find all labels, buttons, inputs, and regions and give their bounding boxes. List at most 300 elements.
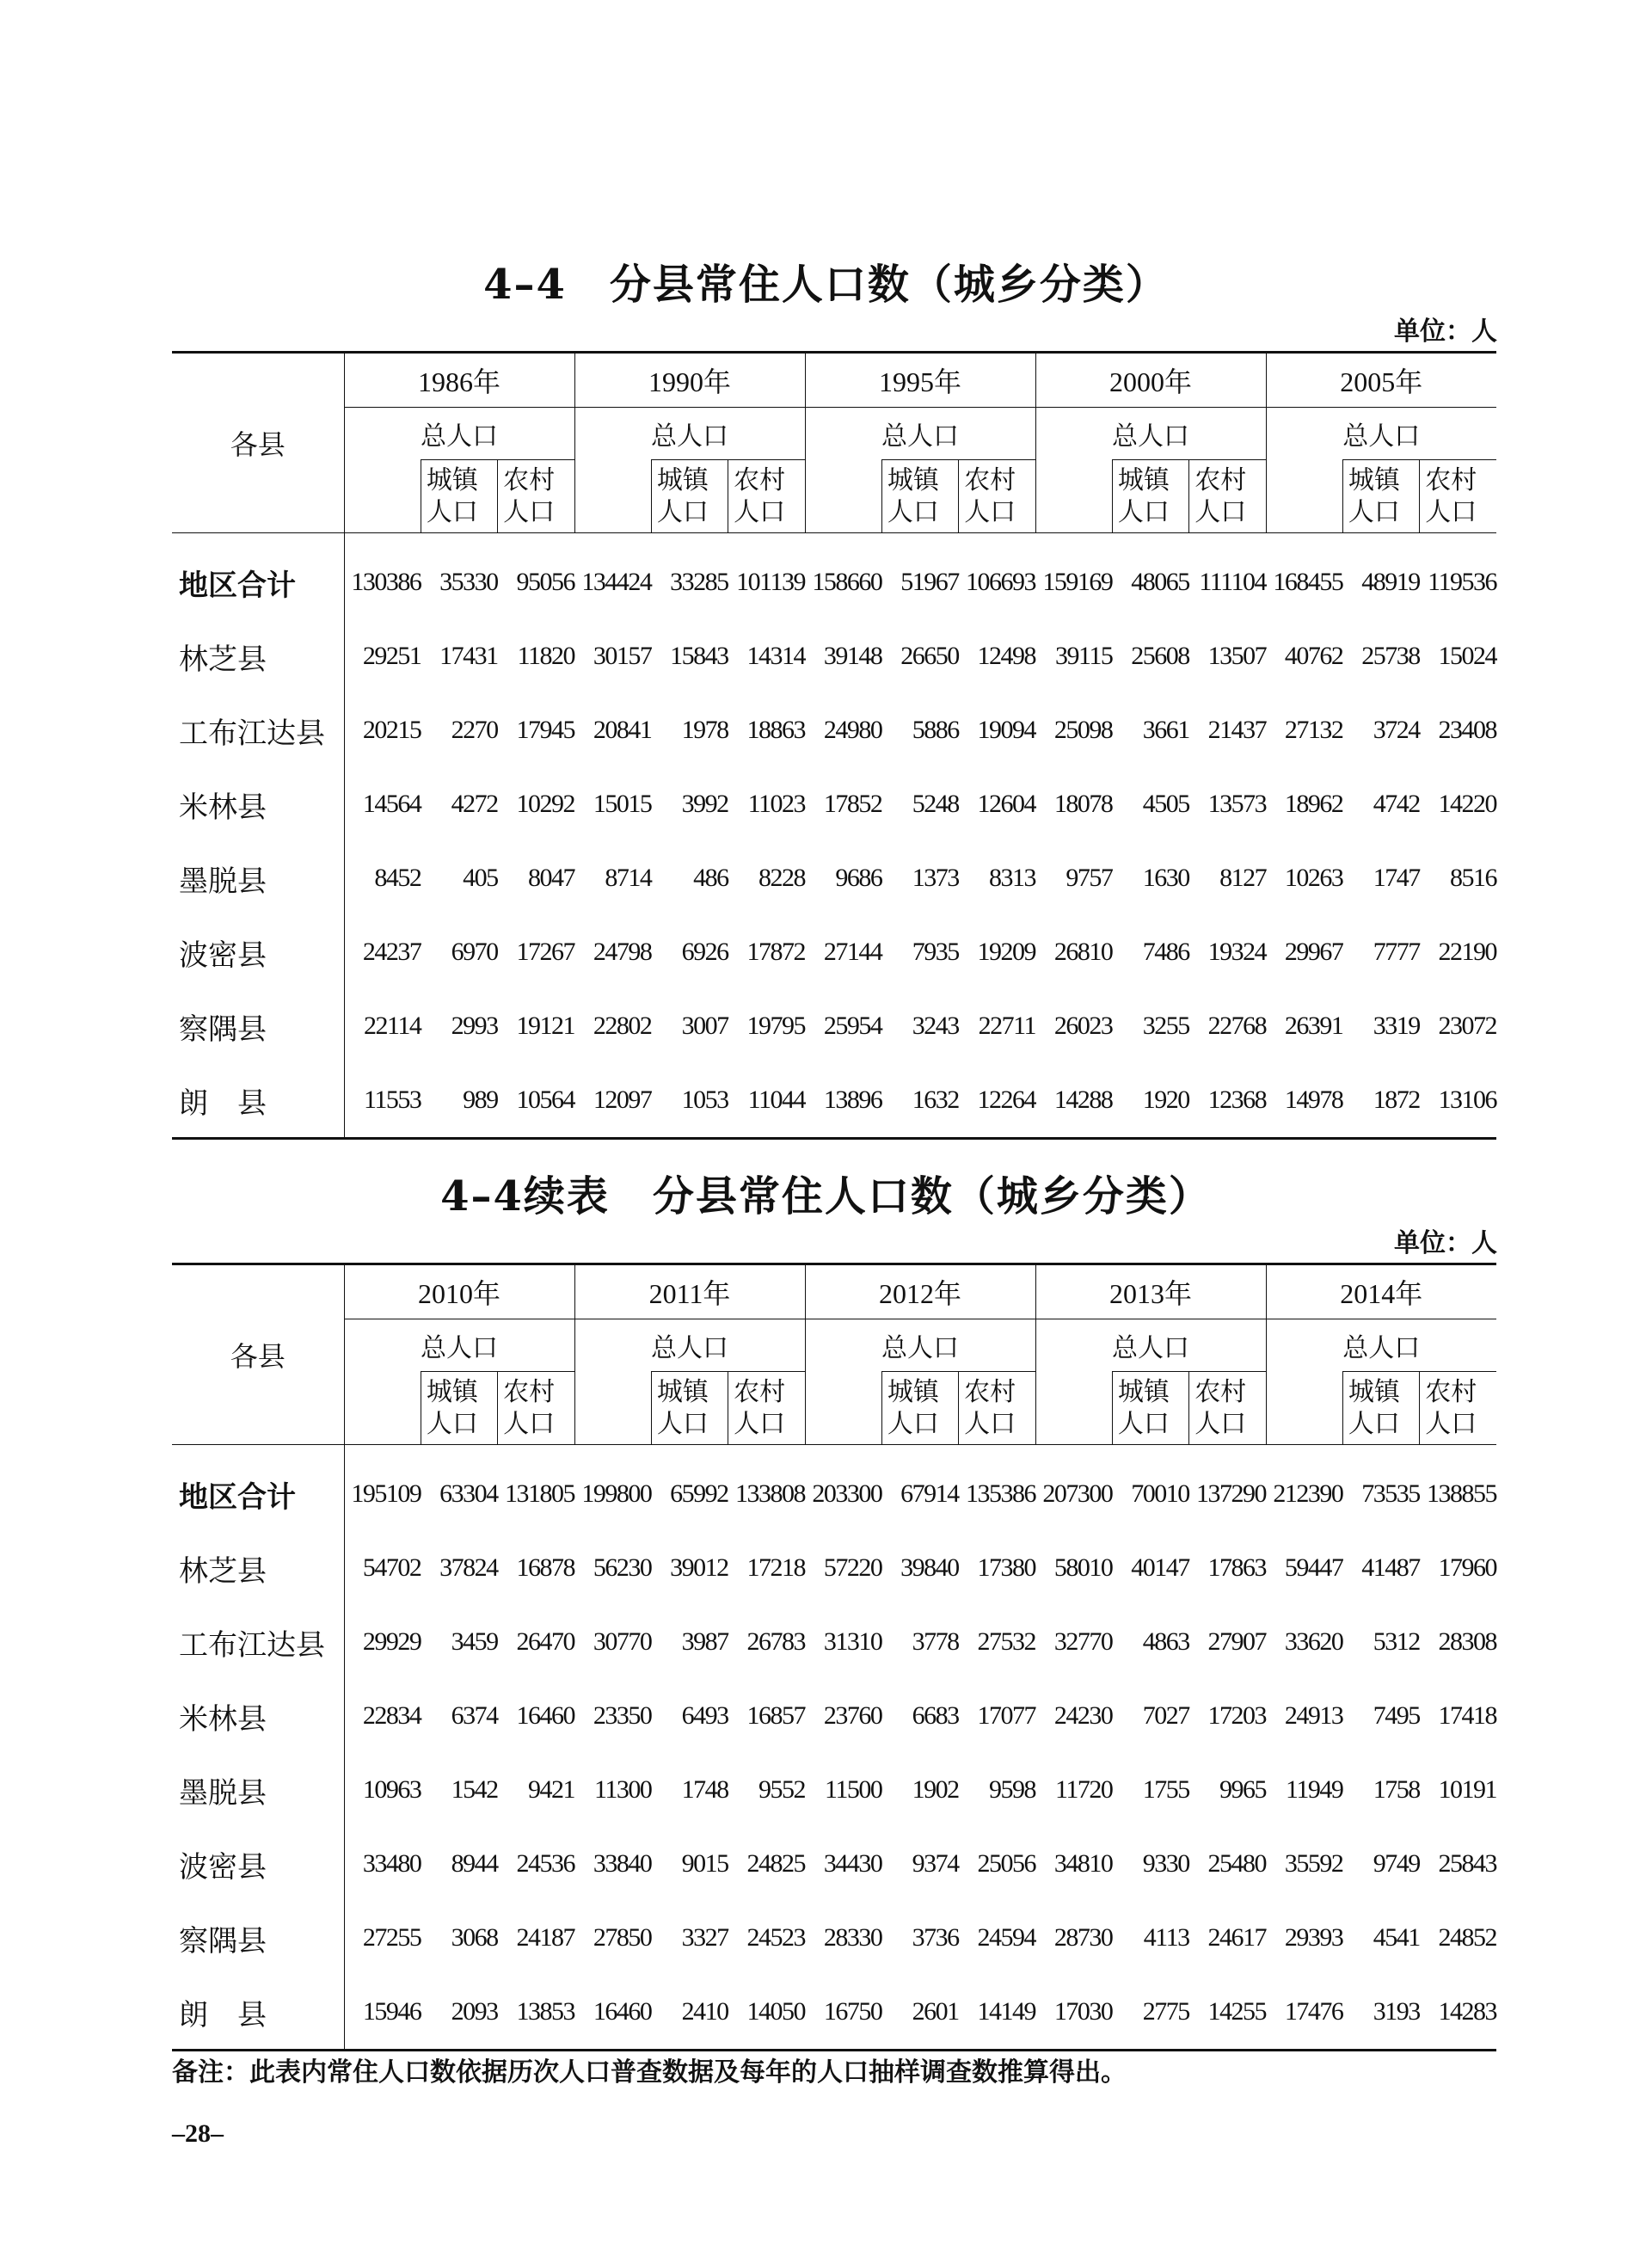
- table-row: [172, 1975, 1496, 2051]
- rural-label-line1: 农村: [964, 1378, 1016, 1406]
- total-population-header: 总人口: [344, 408, 574, 460]
- population-value: 15946: [344, 1975, 421, 2051]
- population-value: 9015: [681, 1849, 728, 1878]
- population-value: 27850: [593, 1923, 652, 1952]
- population-value: 130386: [351, 568, 421, 596]
- population-value: 39115: [1054, 642, 1113, 670]
- population-value: 1920: [1112, 1063, 1188, 1139]
- table-row: [172, 1605, 1496, 1679]
- population-value: 6493: [681, 1701, 728, 1730]
- population-value: 3255: [1142, 1012, 1189, 1040]
- population-value: 131805: [505, 1479, 575, 1508]
- population-value: 101139: [736, 568, 806, 596]
- urban-label-line2: 人口: [887, 1410, 939, 1438]
- population-value: 17960: [1438, 1553, 1497, 1582]
- table-row: [172, 1679, 1496, 1753]
- rural-label-line1: 农村: [1425, 466, 1477, 495]
- total-population-header: 总人口: [344, 1319, 574, 1372]
- population-value: 195109: [351, 1479, 421, 1508]
- population-value: 25608: [1131, 642, 1189, 670]
- total-population-header: 总人口: [574, 1319, 805, 1372]
- total-population-header: 总人口: [1035, 1319, 1266, 1372]
- population-value: 18078: [1053, 790, 1113, 818]
- rural-label-line1: 农村: [503, 1378, 556, 1406]
- population-value: 9598: [989, 1775, 1036, 1804]
- population-value: 13853: [498, 1975, 574, 2051]
- rural-label-line2: 人口: [503, 498, 556, 526]
- population-value: 138855: [1427, 1479, 1497, 1508]
- rural-label-line2: 人口: [964, 1410, 1016, 1438]
- population-value: 23760: [823, 1701, 882, 1730]
- population-value: 18962: [1284, 790, 1343, 818]
- rural-population-header: [959, 1372, 1035, 1445]
- population-value: 39148: [823, 642, 882, 670]
- county-name: 波密县: [172, 1827, 344, 1901]
- population-value: 8313: [989, 864, 1036, 892]
- total-population-header: 总人口: [1342, 422, 1421, 451]
- population-value: 33840: [593, 1849, 652, 1878]
- county-name: 察隅县: [172, 1901, 344, 1975]
- population-value: 135386: [966, 1479, 1036, 1508]
- population-value: 3068: [451, 1923, 498, 1952]
- population-value: 2093: [421, 1975, 497, 2051]
- population-value: 8714: [605, 864, 652, 892]
- county-name: 察隅县: [172, 989, 344, 1063]
- total-population-header: 总人口: [805, 408, 1035, 460]
- population-value: 207300: [1042, 1479, 1113, 1508]
- year-header: 2012年: [805, 1264, 1035, 1319]
- population-value: 3243: [912, 1012, 959, 1040]
- population-value: 1755: [1142, 1775, 1189, 1804]
- rural-label-line2: 人口: [734, 1410, 786, 1438]
- urban-label-line2: 人口: [656, 498, 709, 526]
- header-spacer: [344, 460, 421, 533]
- urban-label-line2: 人口: [887, 498, 939, 526]
- population-value: 2775: [1112, 1975, 1188, 2051]
- rural-population-header: [959, 460, 1035, 533]
- population-value: 11820: [517, 642, 575, 670]
- urban-label-line2: 人口: [1348, 1410, 1400, 1438]
- population-value: 12498: [977, 642, 1036, 670]
- population-value: 2410: [651, 1975, 728, 2051]
- population-value: 989: [421, 1063, 497, 1139]
- population-value: 15015: [593, 790, 652, 818]
- table2: [172, 1263, 1496, 2051]
- urban-label-line1: 城镇: [426, 1378, 478, 1406]
- population-value: 48065: [1131, 568, 1189, 596]
- population-value: 22768: [1207, 1012, 1267, 1040]
- population-value: 57220: [823, 1553, 882, 1582]
- population-value: 9552: [758, 1775, 806, 1804]
- population-value: 3319: [1373, 1012, 1420, 1040]
- population-value: 6374: [451, 1701, 498, 1730]
- county-name: 墨脱县: [172, 841, 344, 915]
- population-value: 10564: [498, 1063, 574, 1139]
- population-value: 11023: [747, 790, 806, 818]
- population-value: 30770: [593, 1627, 652, 1656]
- population-value: 3992: [681, 790, 728, 818]
- table-row: [172, 1531, 1496, 1605]
- rural-population-header: [728, 460, 805, 533]
- urban-label-line2: 人口: [1348, 498, 1400, 526]
- population-value: 19094: [977, 716, 1036, 744]
- population-value: 29251: [362, 642, 421, 670]
- population-value: 106693: [966, 568, 1036, 596]
- year-header: 2005年: [1266, 353, 1496, 408]
- population-value: 24617: [1207, 1923, 1267, 1952]
- population-value: 14283: [1420, 1975, 1496, 2051]
- header-spacer: [344, 1372, 421, 1445]
- population-value: 18863: [746, 716, 806, 744]
- table-row: [172, 1827, 1496, 1901]
- population-value: 32770: [1053, 1627, 1113, 1656]
- population-value: 25843: [1438, 1849, 1497, 1878]
- urban-population-header: [651, 1372, 728, 1445]
- population-value: 17218: [746, 1553, 806, 1582]
- population-value: 4742: [1373, 790, 1420, 818]
- population-value: 7495: [1373, 1701, 1420, 1730]
- population-value: 3736: [912, 1923, 959, 1952]
- population-value: 39840: [900, 1553, 959, 1582]
- population-value: 5886: [912, 716, 959, 744]
- population-value: 23350: [593, 1701, 652, 1730]
- population-value: 16460: [516, 1701, 575, 1730]
- population-value: 4541: [1373, 1923, 1420, 1952]
- population-value: 48919: [1361, 568, 1420, 596]
- population-value: 8452: [374, 864, 421, 892]
- urban-population-header: [1342, 460, 1419, 533]
- year-header: 2014年: [1266, 1264, 1496, 1319]
- rural-label-line2: 人口: [1194, 1410, 1247, 1438]
- urban-population-header: [881, 1372, 958, 1445]
- population-value: 11300: [593, 1775, 652, 1804]
- population-value: 134424: [581, 568, 652, 596]
- population-value: 16750: [805, 1975, 881, 2051]
- population-value: 9330: [1142, 1849, 1189, 1878]
- urban-label-line1: 城镇: [656, 1378, 709, 1406]
- population-value: 27144: [823, 938, 882, 966]
- population-value: 2993: [451, 1012, 498, 1040]
- urban-label-line1: 城镇: [887, 1378, 939, 1406]
- total-population-header: 总人口: [574, 408, 805, 460]
- population-value: 16460: [574, 1975, 651, 2051]
- population-value: 24230: [1053, 1701, 1113, 1730]
- year-header: 2013年: [1035, 1264, 1266, 1319]
- population-value: 19795: [746, 1012, 806, 1040]
- population-value: 16878: [516, 1553, 575, 1582]
- population-value: 19121: [516, 1012, 575, 1040]
- population-value: 65992: [670, 1479, 728, 1508]
- urban-label-line1: 城镇: [887, 466, 939, 495]
- population-value: 20841: [593, 716, 652, 744]
- population-value: 29393: [1284, 1923, 1343, 1952]
- table-row: [172, 1901, 1496, 1975]
- urban-label-line1: 城镇: [1348, 1378, 1400, 1406]
- population-value: 26650: [900, 642, 959, 670]
- header-spacer: [574, 1372, 651, 1445]
- table1-title: 4–4 分县常住人口数（城乡分类）: [483, 261, 1169, 309]
- population-value: 24536: [516, 1849, 575, 1878]
- population-value: 4113: [1143, 1923, 1189, 1952]
- population-value: 25480: [1207, 1849, 1267, 1878]
- county-name: 林芝县: [172, 1531, 344, 1605]
- table-row: [172, 915, 1496, 989]
- population-value: 3661: [1142, 716, 1189, 744]
- population-value: 17872: [746, 938, 806, 966]
- population-value: 95056: [516, 568, 575, 596]
- population-value: 137290: [1196, 1479, 1267, 1508]
- county-name: 工布江达县: [172, 1605, 344, 1679]
- population-value: 9965: [1219, 1775, 1267, 1804]
- population-value: 1872: [1342, 1063, 1419, 1139]
- population-value: 3987: [681, 1627, 728, 1656]
- header-spacer: [1035, 1372, 1112, 1445]
- rural-population-header: [498, 1372, 574, 1445]
- population-value: 4863: [1142, 1627, 1189, 1656]
- urban-label-line1: 城镇: [1117, 1378, 1170, 1406]
- county-name: 米林县: [172, 1679, 344, 1753]
- population-value: 14314: [746, 642, 806, 670]
- population-value: 168455: [1273, 568, 1343, 596]
- population-value: 21437: [1207, 716, 1267, 744]
- population-value: 10263: [1284, 864, 1343, 892]
- population-value: 17267: [516, 938, 575, 966]
- rural-population-header: [1189, 1372, 1266, 1445]
- population-value: 4505: [1142, 790, 1189, 818]
- population-value: 24825: [746, 1849, 806, 1878]
- table-row: [172, 1753, 1496, 1827]
- table1: [172, 351, 1496, 1140]
- population-value: 3007: [681, 1012, 728, 1040]
- total-population-header: 总人口: [1342, 1334, 1421, 1362]
- population-value: 24913: [1284, 1701, 1343, 1730]
- population-value: 1978: [681, 716, 728, 744]
- urban-label-line2: 人口: [656, 1410, 709, 1438]
- population-value: 12604: [977, 790, 1036, 818]
- population-value: 9421: [528, 1775, 575, 1804]
- population-value: 33285: [670, 568, 728, 596]
- rural-label-line2: 人口: [964, 498, 1016, 526]
- urban-population-header: [421, 1372, 497, 1445]
- population-value: 63304: [439, 1479, 498, 1508]
- rural-label-line1: 农村: [503, 466, 556, 495]
- population-value: 40762: [1284, 642, 1343, 670]
- rural-label-line1: 农村: [1194, 1378, 1247, 1406]
- population-value: 5312: [1373, 1627, 1420, 1656]
- population-value: 30157: [593, 642, 652, 670]
- population-value: 119536: [1428, 568, 1497, 596]
- population-value: 1747: [1373, 864, 1420, 892]
- header-spacer: [1266, 1372, 1342, 1445]
- county-name: 朗 县: [172, 1063, 344, 1139]
- population-value: 41487: [1361, 1553, 1420, 1582]
- population-value: 11949: [1285, 1775, 1343, 1804]
- population-value: 13106: [1420, 1063, 1496, 1139]
- population-value: 33620: [1284, 1627, 1343, 1656]
- urban-population-header: [421, 460, 497, 533]
- population-value: 14220: [1438, 790, 1497, 818]
- population-value: 14149: [959, 1975, 1035, 2051]
- population-value: 1758: [1373, 1775, 1420, 1804]
- population-value: 14978: [1266, 1063, 1342, 1139]
- population-value: 17203: [1207, 1701, 1267, 1730]
- population-value: 1630: [1142, 864, 1189, 892]
- population-value: 6926: [681, 938, 728, 966]
- population-value: 23072: [1438, 1012, 1497, 1040]
- county-name: 工布江达县: [172, 693, 344, 767]
- population-value: 27132: [1284, 716, 1343, 744]
- population-value: 26783: [746, 1627, 806, 1656]
- population-value: 22711: [978, 1012, 1036, 1040]
- year-header: 1990年: [574, 353, 805, 408]
- table-row: [172, 1063, 1496, 1139]
- population-value: 14050: [728, 1975, 805, 2051]
- population-value: 13896: [805, 1063, 881, 1139]
- population-value: 1373: [912, 864, 959, 892]
- population-value: 37824: [439, 1553, 498, 1582]
- population-value: 159169: [1042, 568, 1113, 596]
- header-spacer: [805, 1372, 881, 1445]
- year-header: 2000年: [1035, 353, 1266, 408]
- population-value: 54702: [362, 1553, 421, 1582]
- page-number: –28–: [172, 2119, 224, 2148]
- population-value: 26391: [1284, 1012, 1343, 1040]
- table-row: [172, 767, 1496, 841]
- population-value: 22114: [363, 1012, 421, 1040]
- population-value: 24523: [746, 1923, 806, 1952]
- urban-population-header: [1112, 1372, 1188, 1445]
- population-value: 6683: [912, 1701, 959, 1730]
- table-row: [172, 693, 1496, 767]
- urban-population-header: [881, 460, 958, 533]
- population-value: 486: [693, 864, 728, 892]
- population-value: 24798: [593, 938, 652, 966]
- rural-label-line2: 人口: [1425, 1410, 1477, 1438]
- table-row: [172, 841, 1496, 915]
- population-value: 17431: [439, 642, 498, 670]
- population-value: 34810: [1053, 1849, 1113, 1878]
- urban-label-line2: 人口: [1117, 1410, 1170, 1438]
- population-value: 31310: [823, 1627, 882, 1656]
- population-value: 22802: [593, 1012, 652, 1040]
- header-spacer: [1266, 460, 1342, 533]
- population-value: 14255: [1189, 1975, 1266, 2051]
- population-value: 28730: [1053, 1923, 1113, 1952]
- population-value: 3724: [1373, 716, 1420, 744]
- population-value: 158660: [812, 568, 882, 596]
- urban-label-line1: 城镇: [656, 466, 709, 495]
- population-value: 56230: [593, 1553, 652, 1582]
- population-value: 1053: [651, 1063, 728, 1139]
- population-value: 27907: [1207, 1627, 1267, 1656]
- population-value: 17418: [1438, 1701, 1497, 1730]
- population-value: 26470: [516, 1627, 575, 1656]
- population-value: 73535: [1361, 1479, 1420, 1508]
- population-value: 8127: [1219, 864, 1267, 892]
- population-value: 11044: [728, 1063, 805, 1139]
- population-value: 2270: [451, 716, 498, 744]
- urban-population-header: [1342, 1372, 1419, 1445]
- population-value: 20215: [362, 716, 421, 744]
- population-value: 29967: [1284, 938, 1343, 966]
- population-value: 17476: [1266, 1975, 1342, 2051]
- table1-unit: 单位：人: [1394, 317, 1497, 347]
- rural-label-line2: 人口: [1194, 498, 1247, 526]
- population-value: 212390: [1273, 1479, 1343, 1508]
- population-value: 17863: [1207, 1553, 1267, 1582]
- population-value: 1542: [451, 1775, 498, 1804]
- total-population-header: 总人口: [1035, 408, 1266, 460]
- population-value: 70010: [1131, 1479, 1189, 1508]
- table2-title: 4–4续表 分县常住人口数（城乡分类）: [440, 1172, 1212, 1221]
- population-value: 14564: [362, 790, 421, 818]
- rural-population-header: [1420, 1372, 1496, 1445]
- population-value: 1748: [681, 1775, 728, 1804]
- year-header: 2010年: [344, 1264, 574, 1319]
- population-value: 35330: [439, 568, 498, 596]
- population-value: 1632: [881, 1063, 958, 1139]
- rural-label-line1: 农村: [734, 1378, 786, 1406]
- county-header: 各县: [172, 1264, 344, 1445]
- urban-label-line1: 城镇: [1117, 466, 1170, 495]
- population-value: 12264: [959, 1063, 1035, 1139]
- population-value: 3459: [451, 1627, 498, 1656]
- population-value: 22834: [362, 1701, 421, 1730]
- population-value: 26810: [1053, 938, 1113, 966]
- population-value: 3327: [681, 1923, 728, 1952]
- population-value: 8228: [758, 864, 806, 892]
- population-value: 14288: [1035, 1063, 1112, 1139]
- population-value: 39012: [670, 1553, 728, 1582]
- population-value: 9686: [835, 864, 882, 892]
- population-value: 203300: [812, 1479, 882, 1508]
- population-value: 24980: [823, 716, 882, 744]
- population-value: 1902: [912, 1775, 959, 1804]
- population-value: 25098: [1053, 716, 1113, 744]
- population-value: 58010: [1053, 1553, 1113, 1582]
- year-header: 2011年: [574, 1264, 805, 1319]
- population-value: 67914: [900, 1479, 959, 1508]
- rural-population-header: [1189, 460, 1266, 533]
- rural-label-line2: 人口: [503, 1410, 556, 1438]
- county-header: 各县: [172, 353, 344, 533]
- population-value: 8944: [451, 1849, 498, 1878]
- population-value: 2601: [881, 1975, 958, 2051]
- population-value: 51967: [900, 568, 959, 596]
- urban-label-line2: 人口: [426, 1410, 478, 1438]
- year-header: 1986年: [344, 353, 574, 408]
- population-value: 8047: [528, 864, 575, 892]
- urban-population-header: [1112, 460, 1188, 533]
- population-value: 27532: [977, 1627, 1036, 1656]
- population-value: 29929: [362, 1627, 421, 1656]
- population-value: 26023: [1053, 1012, 1113, 1040]
- population-value: 111104: [1199, 568, 1267, 596]
- population-value: 7777: [1373, 938, 1420, 966]
- population-value: 17077: [977, 1701, 1036, 1730]
- population-value: 25738: [1361, 642, 1420, 670]
- population-value: 7027: [1142, 1701, 1189, 1730]
- population-value: 27255: [362, 1923, 421, 1952]
- county-name: 墨脱县: [172, 1753, 344, 1827]
- population-value: 10292: [516, 790, 575, 818]
- population-value: 7486: [1142, 938, 1189, 966]
- population-value: 22190: [1438, 938, 1497, 966]
- population-value: 40147: [1131, 1553, 1189, 1582]
- population-value: 11553: [344, 1063, 421, 1139]
- population-value: 133808: [735, 1479, 806, 1508]
- population-value: 9757: [1066, 864, 1113, 892]
